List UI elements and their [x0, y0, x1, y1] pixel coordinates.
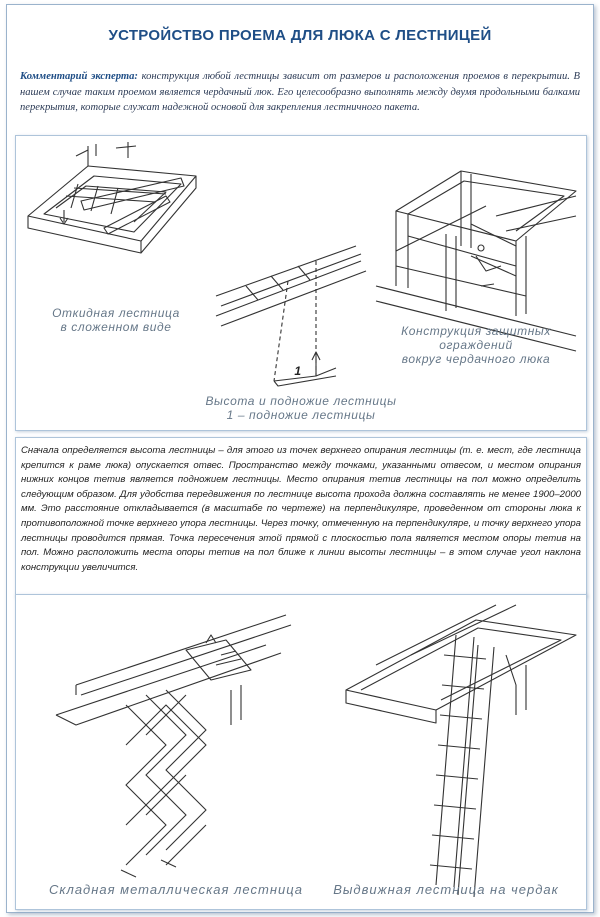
article-frame [6, 4, 594, 913]
metal-caption: Складная металлическая лестница [48, 882, 304, 897]
folded-ladder-drawing [28, 142, 196, 253]
bottom-figures-panel [15, 594, 587, 910]
expert-text: конструкция любой лестницы зависит от размеров и расположения проемов в перекрытии. В нашем случае таким проемом является чердачный люк. Его целесообразно выполнять между двумя продольными балками перекрытия, которые служат надежной основой для закрепления лестничного пакета. [20, 71, 581, 113]
height-caption-line2: 1 – подножие лестницы [226, 408, 376, 422]
sliding-ladder-drawing [346, 605, 576, 897]
marker-1: 1 [294, 364, 302, 378]
page-title: УСТРОЙСТВО ПРОЕМА ДЛЯ ЛЮКА С ЛЕСТНИЦЕЙ [108, 26, 492, 44]
expert-comment [20, 69, 580, 116]
guards-caption-line2: вокруг чердачного люка [401, 352, 551, 366]
height-caption-line1: Высота и подножие лестницы [205, 394, 397, 408]
folded-caption-line2: в сложенном виде [60, 320, 172, 334]
body-text: Сначала определяется высота лестницы – для этого из точек верхнего опирания лестницы (т. е. мест, где лестница крепится к раме люка) опускается отвес. Пространство между точками, указанными отвесом, и местом опирания нижних концов тетив является подножием лестницы. Место опирания тетив лестницы на пол можно определить следующим образом. Для удобства передвижения по лестнице высота прохода должна составлять не менее 1900–2000 мм. Это расстояние откладывается (в масштабе по чертеже) на перпендикуляре, проведенном от стороны люка к противоположной точке верхнего упора лестницы. Через точку, отмеченную на перпендикуляре, и точку верхнего упора лестницы проводится прямая. Точка пересечения этой прямой с плоскостью пола является местом опоры тетив на пол. Можно расположить места опоры тетив на пол ближе к линии высоты лестницы – в этом случае угол наклона конструкции увеличится. [15, 437, 587, 597]
metal-ladder-drawing [56, 615, 291, 877]
folded-caption-line1: Откидная лестница [52, 306, 180, 320]
bottom-illustrations [16, 595, 586, 909]
height-caption [196, 394, 406, 422]
guards-caption-line1: Конструкция защитных ограждений [401, 324, 551, 352]
top-illustrations [16, 136, 586, 430]
folded-caption [36, 306, 196, 334]
top-figures-panel [15, 135, 587, 431]
expert-label: Комментарий эксперта: [20, 71, 138, 82]
sliding-caption: Выдвижная лестница на чердак [333, 882, 559, 897]
guards-caption [371, 324, 581, 366]
